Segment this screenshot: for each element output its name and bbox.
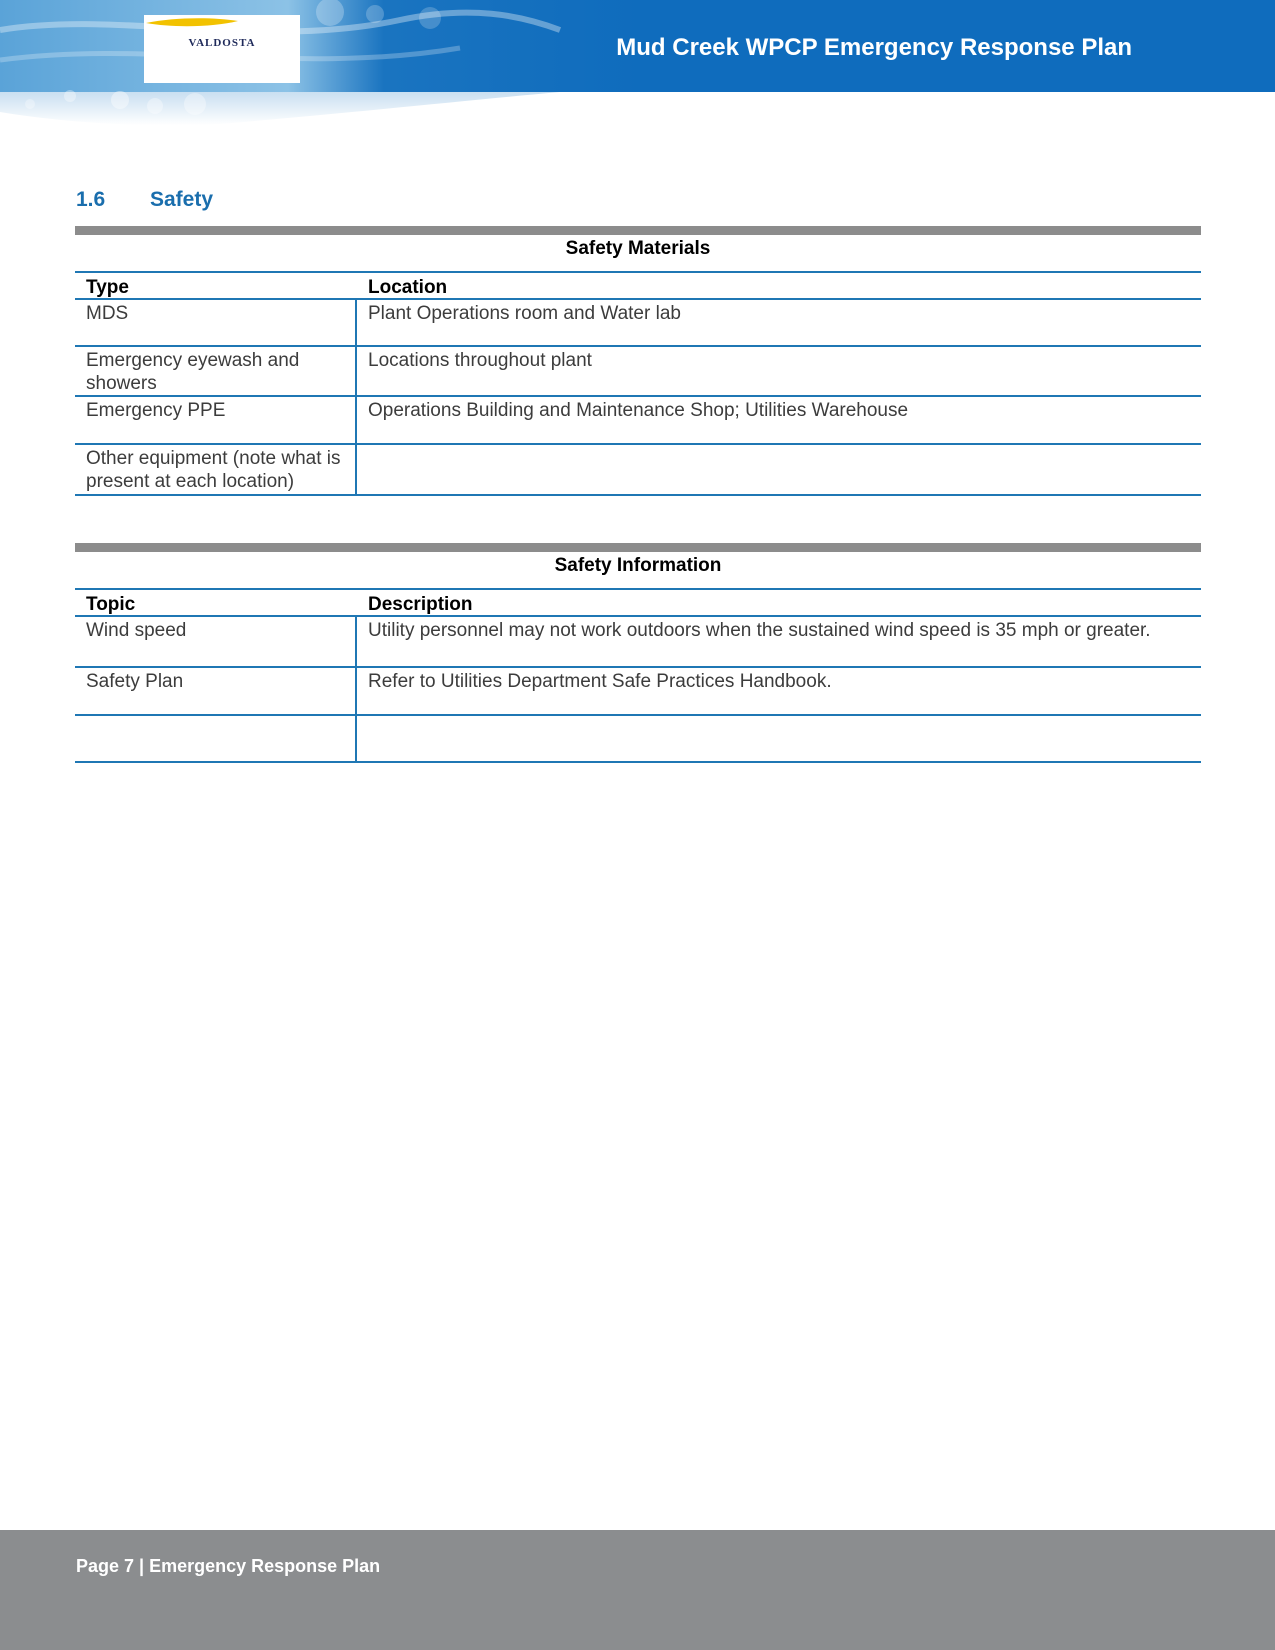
safety-information-table <box>75 543 1201 763</box>
document-title: Mud Creek WPCP Emergency Response Plan <box>616 34 1132 61</box>
table-header-row <box>75 273 1201 300</box>
section-heading <box>76 188 213 212</box>
footer-page-label: Page 7 | Emergency Response Plan <box>76 1556 381 1576</box>
logo-swoosh-icon <box>144 15 240 29</box>
safety-materials-table <box>75 226 1201 496</box>
table-caption: Safety Information <box>75 552 1201 590</box>
section-number: 1.6 <box>76 188 106 211</box>
table-row <box>75 617 1201 668</box>
column-header-location: Location <box>368 277 448 298</box>
table-row <box>75 397 1201 445</box>
table-row <box>75 445 1201 496</box>
section-title: Safety <box>150 188 214 211</box>
type-cell: Other equipment (note what is present at each location) <box>75 445 357 494</box>
table-row <box>75 716 1201 763</box>
description-cell: Utility personnel may not work outdoors when the sustained wind speed is 35 mph or greater. <box>368 620 1151 641</box>
type-cell: Emergency PPE <box>75 397 357 443</box>
location-cell: Operations Building and Maintenance Shop; Utilities Warehouse <box>368 400 909 421</box>
column-header-topic: Topic <box>86 594 136 615</box>
table-caption: Safety Materials <box>75 235 1201 273</box>
logo-text: VALDOSTA <box>188 37 256 49</box>
table-row <box>75 668 1201 716</box>
topic-cell: Safety Plan <box>75 668 357 714</box>
valdosta-logo <box>144 15 300 83</box>
description-cell <box>357 716 1201 761</box>
column-header-description: Description <box>368 594 473 615</box>
type-cell: Emergency eyewash and showers <box>75 347 357 395</box>
table-top-bar <box>75 543 1201 552</box>
column-header-type: Type <box>86 277 129 298</box>
topic-cell: Wind speed <box>75 617 357 666</box>
page-footer <box>0 1530 1275 1650</box>
topic-cell <box>75 716 357 761</box>
page-header <box>0 0 1275 130</box>
type-cell: MDS <box>75 300 357 345</box>
description-cell: Refer to Utilities Department Safe Practices Handbook. <box>368 671 832 692</box>
table-row <box>75 300 1201 347</box>
table-header-row <box>75 590 1201 617</box>
location-cell <box>357 445 1201 494</box>
table-top-bar <box>75 226 1201 235</box>
location-cell: Locations throughout plant <box>368 350 592 371</box>
location-cell: Plant Operations room and Water lab <box>368 303 681 324</box>
table-row <box>75 347 1201 397</box>
